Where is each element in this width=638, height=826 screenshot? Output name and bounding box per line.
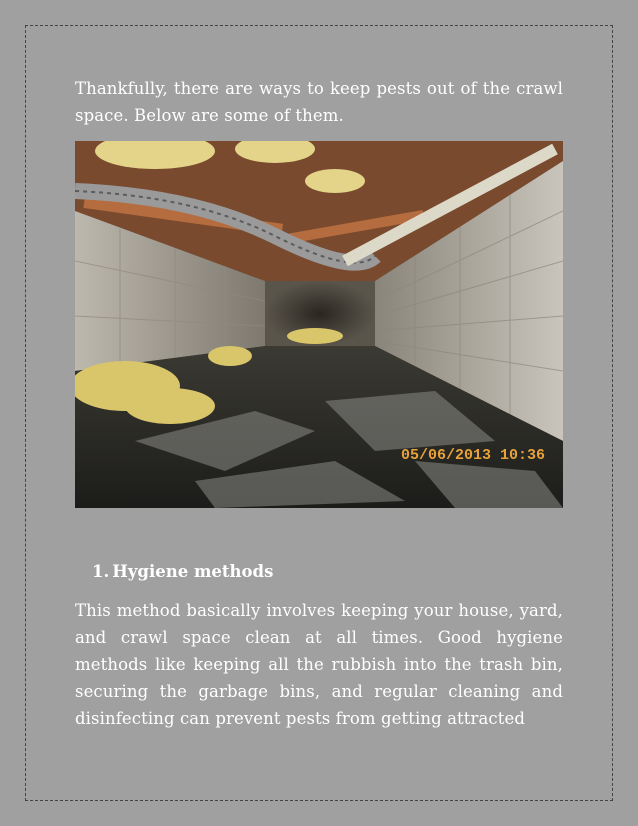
section-number: 1. — [92, 562, 110, 581]
photo-timestamp: 05/06/2013 10:36 — [400, 447, 545, 464]
intro-paragraph: Thankfully, there are ways to keep pests out of the crawl space. Below are some of them. — [75, 79, 563, 125]
crawl-space-photo — [75, 141, 563, 508]
section-body: This method basically involves keeping your house, yard, and crawl space clean at all times. Good hygiene methods like keeping all the rubbish into the trash bin, securing the garbage bins, and regular cleaning and disinfecting can prevent pests from getting attracted — [75, 601, 563, 728]
section-heading — [92, 562, 273, 581]
section-title: Hygiene methods — [112, 562, 274, 581]
